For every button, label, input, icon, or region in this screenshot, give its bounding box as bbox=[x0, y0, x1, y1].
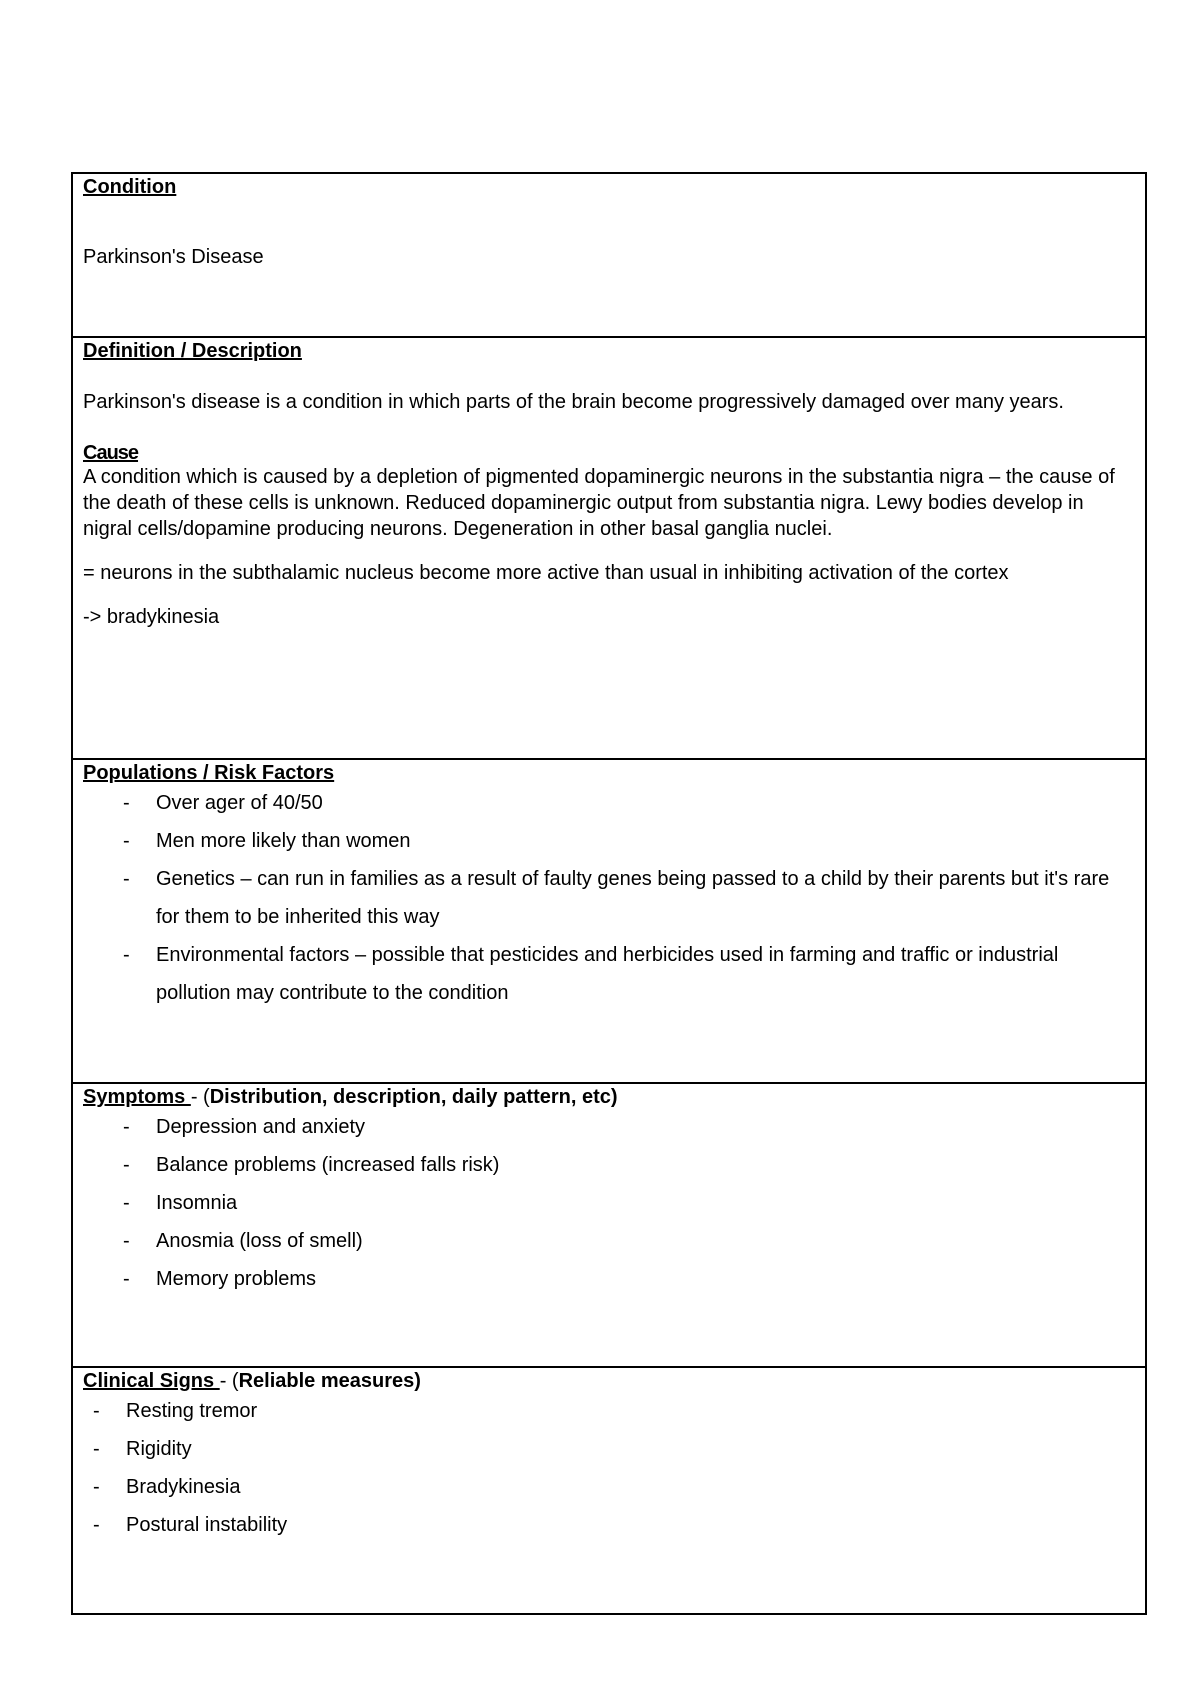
list-item: - Men more likely than women bbox=[123, 830, 411, 852]
clinical-signs-section bbox=[73, 1368, 1145, 1613]
definition-section bbox=[73, 338, 1145, 760]
condition-section bbox=[73, 174, 1145, 338]
symptoms-heading: Symptoms - (Distribution, description, daily pattern, etc) bbox=[83, 1086, 618, 1108]
list-item: - Insomnia bbox=[123, 1192, 238, 1214]
list-item: - Bradykinesia bbox=[93, 1476, 241, 1498]
definition-heading: Definition / Description bbox=[83, 340, 302, 362]
list-item: - Genetics – can run in families as a result of faulty genes being passed to a child by their parents but it's rare for them to be inherited this way bbox=[123, 868, 1110, 928]
list-item: - Resting tremor bbox=[93, 1400, 258, 1422]
clinical-signs-list bbox=[83, 1392, 1135, 1544]
list-item: - Balance problems (increased falls risk) bbox=[123, 1154, 500, 1176]
list-item: - Environmental factors – possible that pesticides and herbicides used in farming and traffic or industrial pollution may contribute to the condition bbox=[123, 944, 1059, 1004]
symptoms-list bbox=[83, 1108, 1135, 1298]
cause-text: A condition which is caused by a depletion of pigmented dopaminergic neurons in the substantia nigra – the cause of the death of these cells is unknown. Reduced dopaminergic output from substantia nigra. Lewy bodies develop in nigral cells/dopamine producing neurons. Degeneration in other basal ganglia nuclei. bbox=[83, 466, 1115, 540]
list-item: - Over ager of 40/50 bbox=[123, 792, 323, 814]
cause-note-bradykinesia: -> bradykinesia bbox=[83, 606, 220, 628]
symptoms-section bbox=[73, 1084, 1145, 1368]
risk-factors-list bbox=[83, 784, 1135, 1012]
list-item: - Memory problems bbox=[123, 1268, 317, 1290]
risk-factors-heading: Populations / Risk Factors bbox=[83, 762, 335, 784]
clinical-signs-heading: Clinical Signs - (Reliable measures) bbox=[83, 1370, 421, 1392]
risk-factors-section bbox=[73, 760, 1145, 1084]
condition-value: Parkinson's Disease bbox=[83, 246, 264, 268]
list-item: - Postural instability bbox=[93, 1514, 288, 1536]
list-item: - Anosmia (loss of smell) bbox=[123, 1230, 363, 1252]
list-item: - Rigidity bbox=[93, 1438, 192, 1460]
condition-form bbox=[71, 172, 1147, 1615]
condition-heading: Condition bbox=[83, 176, 177, 198]
cause-note-subthalamic: = neurons in the subthalamic nucleus become more active than usual in inhibiting activation of the cortex bbox=[83, 562, 1009, 584]
definition-text: Parkinson's disease is a condition in which parts of the brain become progressively damaged over many years. bbox=[83, 391, 1064, 413]
cause-heading: Cause bbox=[83, 442, 139, 464]
list-item: - Depression and anxiety bbox=[123, 1116, 366, 1138]
